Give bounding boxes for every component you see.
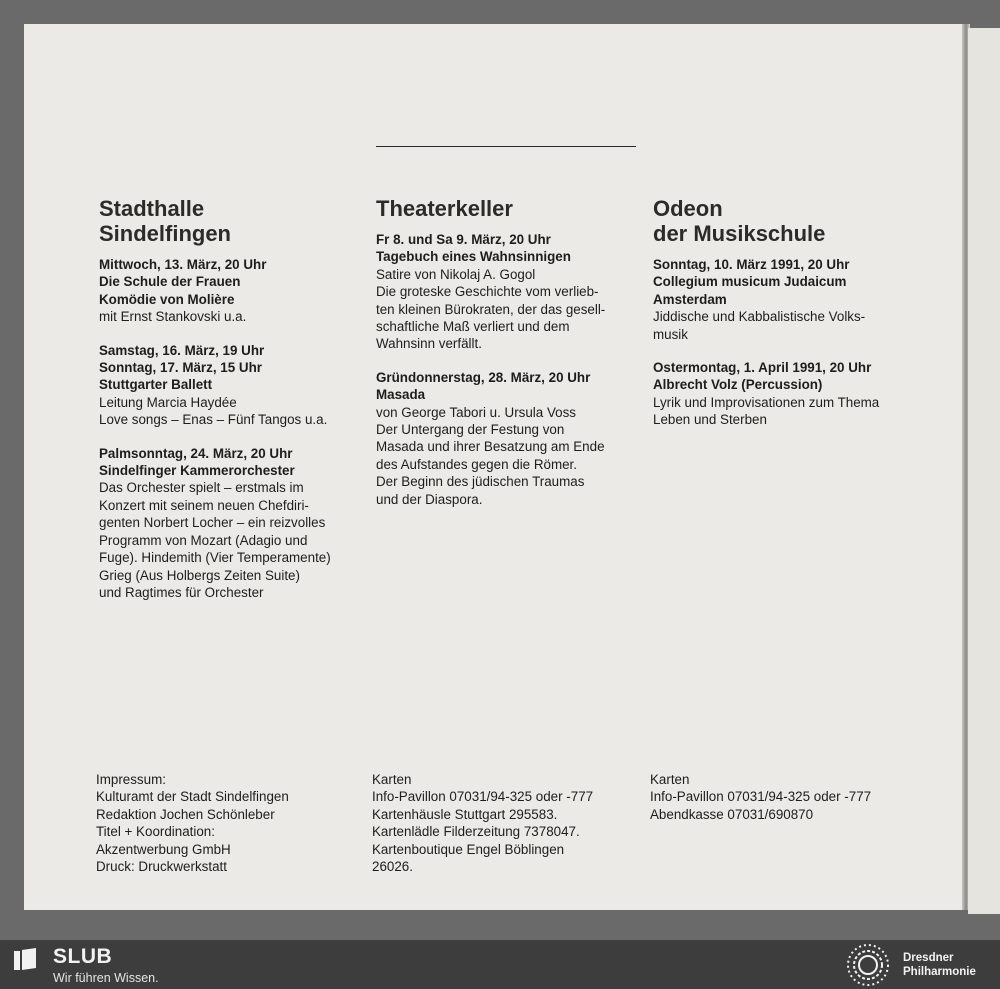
event-entry (99, 256, 369, 326)
venue-title: Theaterkeller (376, 196, 513, 221)
event-heading: Stuttgarter Ballett (99, 377, 213, 393)
event-description: Leitung Marcia Haydée (99, 394, 237, 410)
event-description: Die groteske Geschichte vom verlieb- ten kleinen Bürokraten, der das gesell- schaftliche Maß verliert und dem Wahnsinn verfällt. (376, 284, 606, 352)
horizontal-rule (376, 146, 636, 147)
event-entry (99, 445, 369, 602)
event-description: Satire von Nikolaj A. Gogol (376, 266, 536, 282)
event-entry (653, 359, 933, 429)
slub-book-icon[interactable] (12, 946, 38, 972)
event-entry (99, 342, 369, 429)
event-heading: Die Schule der Frauen (99, 274, 241, 290)
event-heading: Palmsonntag, 24. März, 20 Uhr (99, 445, 293, 461)
event-heading: Samstag, 16. März, 19 Uhr (99, 342, 265, 358)
event-description: Love songs – Enas – Fünf Tangos u.a. (99, 412, 328, 428)
column-stadthalle (99, 196, 369, 617)
event-heading: Albrecht Volz (Percussion) (653, 377, 823, 393)
event-heading: Amsterdam (653, 291, 727, 307)
event-description: Jiddische und Kabbalistische Volks- musik (653, 309, 866, 342)
next-page-edge (968, 28, 1000, 914)
venue-title: Odeon der Musikschule (653, 196, 826, 246)
slub-name[interactable]: SLUB (53, 945, 113, 968)
event-description: mit Ernst Stankovski u.a. (99, 309, 247, 325)
event-heading: Komödie von Molière (99, 291, 235, 307)
impressum: Impressum: Kulturamt der Stadt Sindelfingen Redaktion Jochen Schönleber Titel + Koordination: Akzentwerbung GmbH Druck: Druckwerkstatt (96, 772, 289, 875)
partner-name[interactable]: Dresdner Philharmonie (903, 952, 976, 978)
event-heading: Mittwoch, 13. März, 20 Uhr (99, 257, 267, 272)
event-entry (376, 231, 646, 353)
column-odeon (653, 196, 933, 445)
event-heading: Tagebuch eines Wahnsinnigen (376, 249, 571, 265)
event-heading: Ostermontag, 1. April 1991, 20 Uhr (653, 360, 872, 376)
event-heading: Collegium musicum Judaicum (653, 274, 847, 290)
event-description: von George Tabori u. Ursula Voss (376, 404, 576, 420)
event-entry (653, 256, 933, 343)
column-theaterkeller (376, 196, 646, 524)
event-heading: Sindelfinger Kammerorchester (99, 463, 295, 479)
event-description: Der Untergang der Festung von Masada und ihrer Besatzung am Ende des Aufstandes gegen die Römer. Der Beginn des jüdischen Traumas und der Diaspora. (376, 422, 605, 507)
dresdner-philharmonie-logo[interactable] (842, 941, 894, 989)
event-entry (376, 369, 646, 508)
event-heading: Gründonnerstag, 28. März, 20 Uhr (376, 369, 591, 385)
event-description: Das Orchester spielt – erstmals im Konzert mit seinem neuen Chefdiri- genten Norbert Locher – ein reizvolles Programm von Mozart (Adagio und Fuge). Hindemith (Vier Temperamente) Grieg (Aus Holbergs Zeiten Suite) und Ragtimes für Orchester (99, 480, 331, 600)
event-heading: Fr 8. und Sa 9. März, 20 Uhr (376, 232, 551, 247)
karten-theaterkeller: Karten Info-Pavillon 07031/94-325 oder -777 Kartenhäusle Stuttgart 295583. Kartenlädle Filderzeitung 7378047. Kartenboutique Engel Böblingen 26026. (372, 772, 594, 875)
event-description: Lyrik und Improvisationen zum Thema Leben und Sterben (653, 394, 880, 428)
slub-tagline: Wir führen Wissen. (53, 971, 159, 985)
event-heading: Sonntag, 10. März 1991, 20 Uhr (653, 257, 850, 272)
event-heading: Masada (376, 387, 426, 403)
event-heading: Sonntag, 17. März, 15 Uhr (99, 360, 262, 376)
karten-odeon: Karten Info-Pavillon 07031/94-325 oder -777 Abendkasse 07031/690870 (650, 772, 872, 822)
venue-title: Stadthalle Sindelfingen (99, 196, 231, 246)
